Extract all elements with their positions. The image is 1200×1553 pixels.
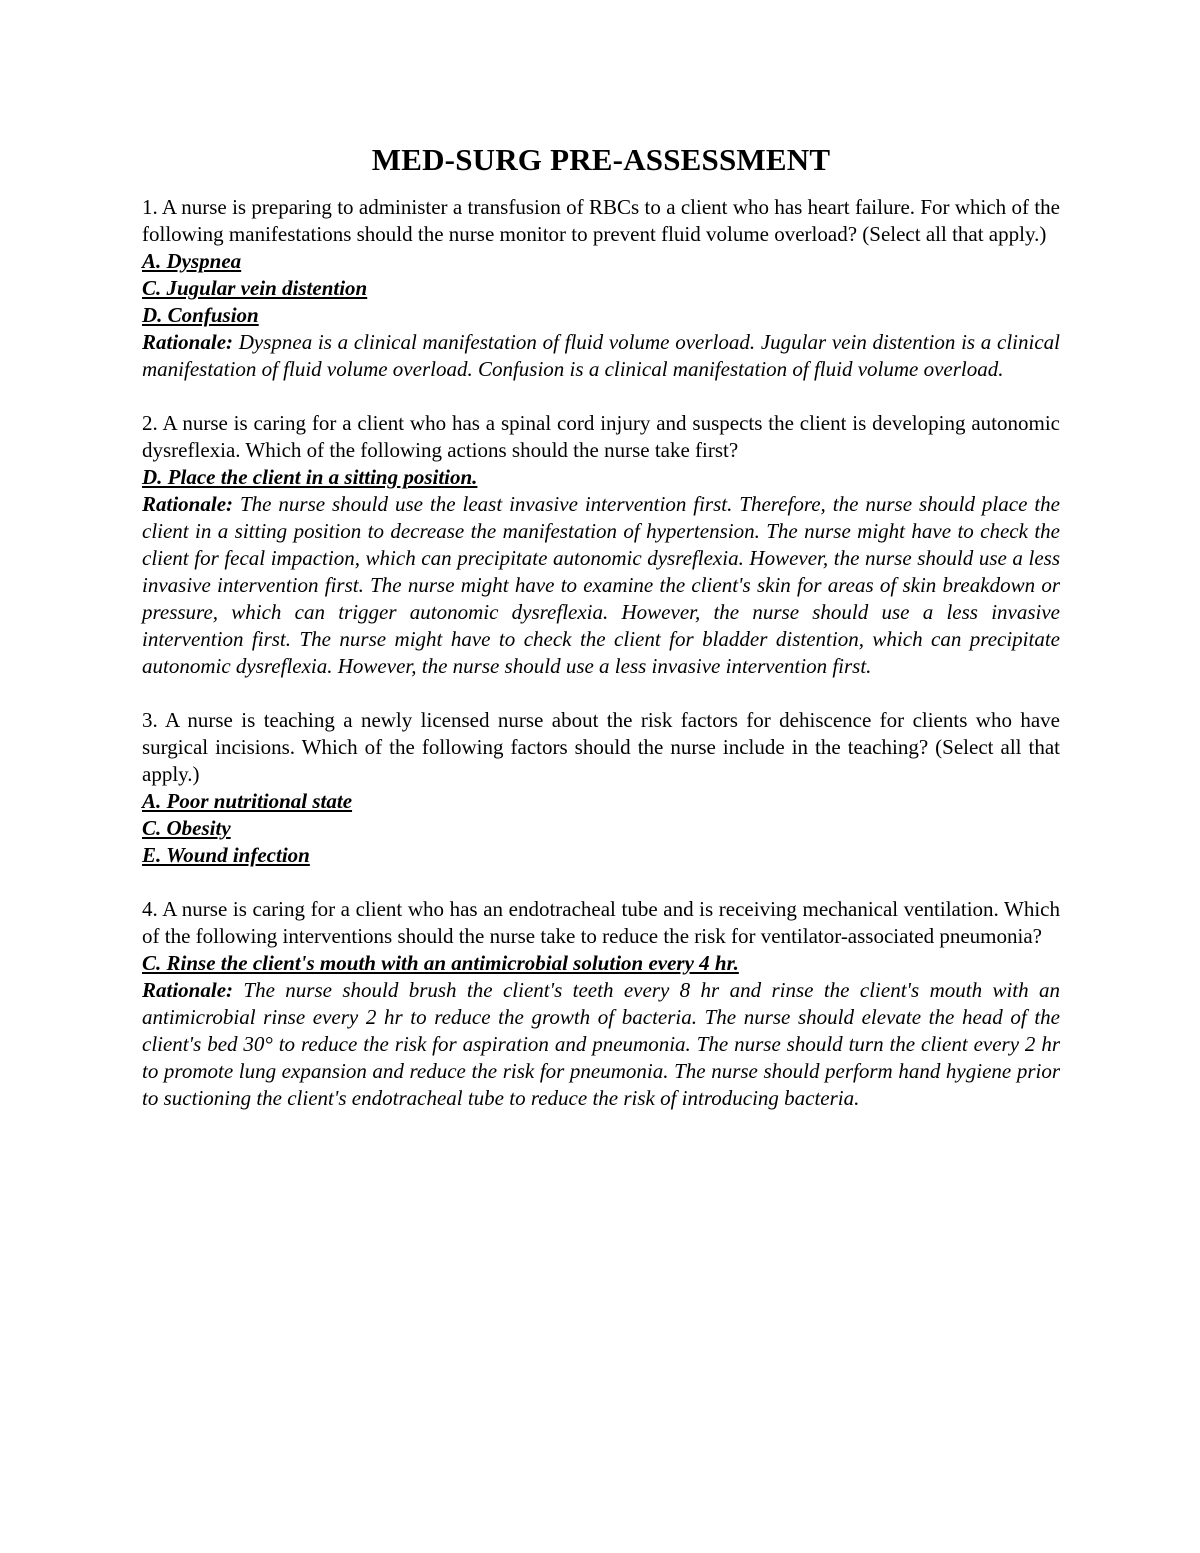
question-stem: 4. A nurse is caring for a client who has an endotracheal tube and is receiving mechanical ventilation. Which of the following interventions should the nurse take to reduce the risk for ventilator-associated pneumonia? — [142, 897, 1060, 948]
answer-choice: C. Jugular vein distention — [142, 276, 368, 300]
rationale-text: The nurse should use the least invasive intervention first. Therefore, the nurse should place the client in a sitting position to decrease the manifestation of hypertension. The nurse might have to check the client for fecal impaction, which can precipitate autonomic dysreflexia. However, the nurse should use a less invasive intervention first. The nurse might have to examine the client's skin for areas of skin breakdown or pressure, which can trigger autonomic dysreflexia. However, the nurse should use a less invasive intervention first. The nurse might have to check the client for bladder distention, which can precipitate autonomic dysreflexia. However, the nurse should use a less invasive intervention first. — [142, 492, 1060, 678]
rationale-label: Rationale: — [142, 978, 234, 1002]
question-3 — [142, 707, 1060, 869]
question-4 — [142, 896, 1060, 1112]
answer-choice: A. Dyspnea — [142, 249, 242, 273]
document-title: MED-SURG PRE-ASSESSMENT — [371, 142, 831, 177]
rationale-label: Rationale: — [142, 492, 234, 516]
question-1 — [142, 194, 1060, 383]
question-stem: 2. A nurse is caring for a client who has a spinal cord injury and suspects the client is developing autonomic dysreflexia. Which of the following actions should the nurse take first? — [142, 411, 1060, 462]
question-stem: 3. A nurse is teaching a newly licensed nurse about the risk factors for dehiscence for clients who have surgical incisions. Which of the following factors should the nurse include in the teaching? (Select all that apply.) — [142, 708, 1060, 786]
document-page — [142, 140, 1060, 1139]
rationale — [142, 329, 1060, 383]
rationale-text: The nurse should brush the client's teeth every 8 hr and rinse the client's mouth with an antimicrobial rinse every 2 hr to reduce the growth of bacteria. The nurse should elevate the head of the client's bed 30° to reduce the risk for aspiration and pneumonia. The nurse should turn the client every 2 hr to promote lung expansion and reduce the risk for pneumonia. The nurse should perform hand hygiene prior to suctioning the client's endotracheal tube to reduce the risk of introducing bacteria. — [142, 978, 1060, 1110]
question-stem: 1. A nurse is preparing to administer a transfusion of RBCs to a client who has heart failure. For which of the following manifestations should the nurse monitor to prevent fluid volume overload? (Select all that apply.) — [142, 195, 1060, 246]
rationale-text: Dyspnea is a clinical manifestation of fluid volume overload. Jugular vein distention is a clinical manifestation of fluid volume overload. Confusion is a clinical manifestation of fluid volume overload. — [142, 330, 1060, 381]
answer-choice: E. Wound infection — [142, 843, 310, 867]
answer-choice: C. Rinse the client's mouth with an antimicrobial solution every 4 hr. — [142, 951, 739, 975]
answer-choice: D. Confusion — [142, 303, 259, 327]
answer-choice: A. Poor nutritional state — [142, 789, 353, 813]
rationale-label: Rationale: — [142, 330, 234, 354]
answer-choice: C. Obesity — [142, 816, 231, 840]
rationale — [142, 491, 1060, 680]
rationale — [142, 977, 1060, 1112]
answer-choice: D. Place the client in a sitting position. — [142, 465, 478, 489]
question-2 — [142, 410, 1060, 680]
